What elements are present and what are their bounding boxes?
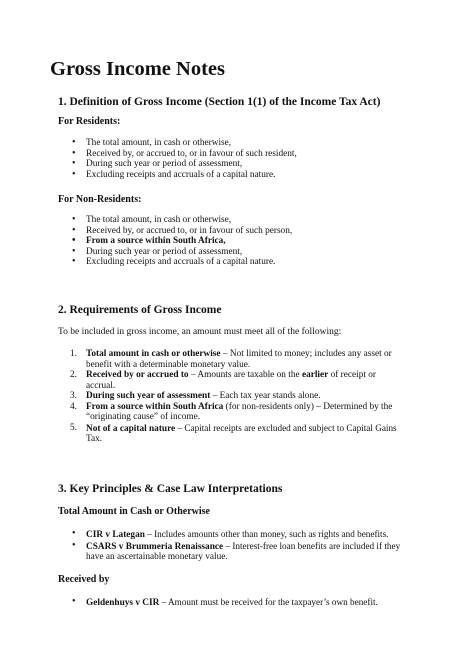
item-term: earlier — [301, 370, 329, 380]
list-item: • Received by, or accrued to, or in favour of such resident, — [70, 149, 297, 160]
case-list-total-amount — [70, 529, 400, 563]
item-term: During such year of assessment — [86, 391, 211, 401]
case-list-received-by — [70, 597, 378, 609]
non-residents-label: For Non-Residents: — [58, 194, 142, 205]
item-number: 4. — [70, 401, 77, 412]
section-1-heading: 1. Definition of Gross Income (Section 1(1) of the Income Tax Act) — [58, 96, 381, 108]
list-item: • From a source within South Africa, — [70, 236, 292, 247]
item-term: Total amount in cash or otherwise — [86, 349, 221, 359]
item-text: – Includes amounts other than money, such as rights and benefits. — [144, 529, 389, 539]
item-text: – Interest-free loan benefits are included if they — [223, 540, 401, 551]
case-name: CSARS v Brummeria Renaissance — [86, 541, 224, 552]
section-2-heading: 2. Requirements of Gross Income — [58, 304, 222, 316]
residents-list — [70, 138, 297, 180]
list-item — [70, 370, 397, 391]
item-text: (for non-residents only) – Determined by the — [223, 401, 393, 412]
non-residents-list — [70, 215, 292, 268]
list-item: • Received by, or accrued to, or in favour of such person, — [70, 226, 292, 237]
item-number: 1. — [70, 349, 77, 359]
list-item — [70, 349, 397, 370]
list-item — [70, 529, 400, 541]
item-term: Not of a capital nature — [86, 423, 176, 434]
item-text: benefit with a determinable monetary value. — [86, 359, 251, 370]
list-item — [70, 402, 397, 423]
item-text: “originating cause” of income. — [86, 412, 201, 422]
subheading-total-amount: Total Amount in Cash or Otherwise — [58, 506, 210, 517]
document-title: Gross Income Notes — [50, 58, 225, 80]
residents-label: For Residents: — [58, 116, 121, 127]
item-number: 5. — [70, 422, 77, 433]
list-item — [70, 541, 400, 563]
item-number: 3. — [70, 391, 77, 401]
section-3-heading: 3. Key Principles & Case Law Interpretations — [58, 483, 283, 495]
list-item: • The total amount, in cash or otherwise, — [70, 215, 292, 226]
list-item: • During such year or period of assessment, — [70, 159, 297, 170]
list-item: • Excluding receipts and accruals of a capital nature. — [70, 170, 297, 181]
list-item: • The total amount, in cash or otherwise, — [70, 138, 297, 149]
item-text: – Amount must be received for the taxpayer’s own benefit. — [159, 597, 378, 607]
item-text: Tax. — [86, 434, 103, 444]
case-name: CIR v Lategan — [86, 530, 145, 540]
item-term: From a source within South Africa — [86, 401, 224, 412]
item-number: 2. — [70, 370, 77, 380]
item-term: Received by or accrued to — [86, 370, 189, 380]
item-text: accrual. — [86, 380, 116, 391]
list-item: • Excluding receipts and accruals of a capital nature. — [70, 257, 292, 268]
list-item: • During such year or period of assessment, — [70, 247, 292, 258]
list-item — [70, 597, 378, 609]
case-name: Geldenhuys v CIR — [86, 598, 160, 608]
list-item — [70, 423, 397, 445]
item-text: – Each tax year stands alone. — [210, 391, 321, 401]
item-text: – Capital receipts are excluded and subject to Capital Gains — [175, 422, 397, 433]
item-text: have an ascertainable monetary value. — [86, 552, 228, 562]
item-text: of receipt or — [328, 370, 377, 380]
requirements-list — [70, 349, 397, 445]
section-2-intro: To be included in gross income, an amount must meet all of the following: — [58, 327, 342, 337]
subheading-received-by: Received by — [58, 574, 110, 585]
item-text: – Not limited to money; includes any asset or — [220, 349, 392, 359]
list-item — [70, 391, 397, 402]
item-text: – Amounts are taxable on the — [188, 370, 302, 380]
